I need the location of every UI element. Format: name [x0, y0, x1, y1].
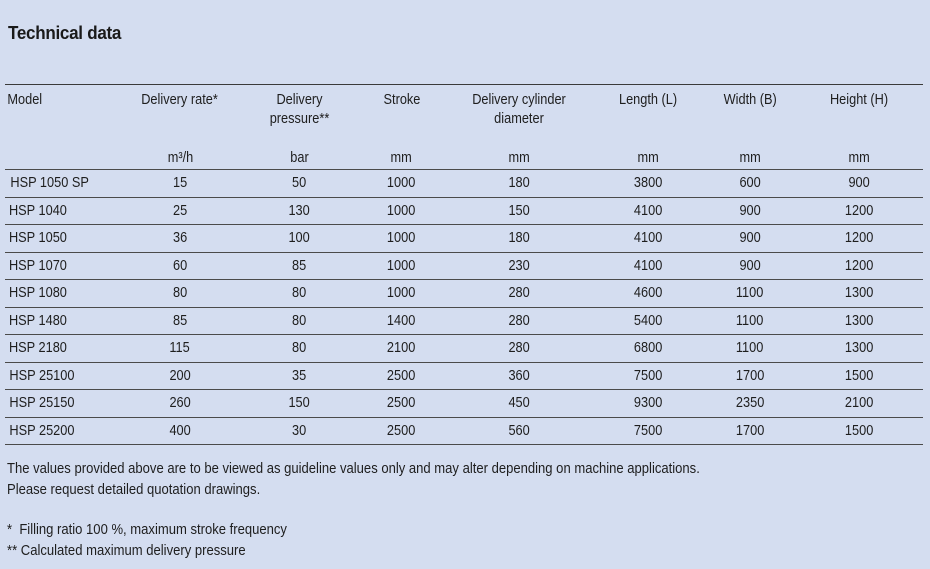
- cell-delivery-pressure: 50: [242, 170, 357, 198]
- cell-model: HSP 1480: [5, 307, 118, 335]
- guideline-notes: [7, 459, 907, 501]
- cell-width: 1100: [704, 307, 796, 335]
- cell-model: HSP 2180: [5, 335, 118, 363]
- table-row: [5, 335, 923, 363]
- cell-delivery-rate: 85: [118, 307, 242, 335]
- footnote-filling-ratio: * Filling ratio 100 %, maximum stroke frequency: [7, 522, 287, 538]
- cell-cylinder-diameter: 280: [446, 280, 592, 308]
- cell-height: 1500: [796, 417, 923, 445]
- units-row: [5, 140, 923, 170]
- cell-cylinder-diameter: 180: [446, 225, 592, 253]
- table-row: [5, 307, 923, 335]
- cell-model: HSP 25200: [5, 417, 118, 445]
- cell-cylinder-diameter: 280: [446, 307, 592, 335]
- cell-cylinder-diameter: 230: [446, 252, 592, 280]
- cell-stroke: 1000: [357, 280, 446, 308]
- cell-delivery-rate: 200: [118, 362, 242, 390]
- cell-stroke: 2500: [357, 362, 446, 390]
- cell-width: 900: [704, 252, 796, 280]
- cell-delivery-pressure: 85: [242, 252, 357, 280]
- cell-delivery-rate: 80: [118, 280, 242, 308]
- cell-stroke: 2100: [357, 335, 446, 363]
- cell-cylinder-diameter: 280: [446, 335, 592, 363]
- table-row: [5, 390, 923, 418]
- unit-stroke: mm: [390, 150, 413, 166]
- unit-delivery-pressure: bar: [290, 150, 309, 166]
- cell-delivery-rate: 15: [118, 170, 242, 198]
- cell-width: 900: [704, 225, 796, 253]
- column-header-stroke: Stroke: [357, 85, 446, 141]
- cell-cylinder-diameter: 150: [446, 197, 592, 225]
- column-header-width: Width (B): [704, 85, 796, 141]
- cell-stroke: 1000: [357, 197, 446, 225]
- cell-height: 1300: [796, 335, 923, 363]
- cell-length: 5400: [592, 307, 704, 335]
- cell-cylinder-diameter: 180: [446, 170, 592, 198]
- cell-height: 1300: [796, 307, 923, 335]
- cell-length: 4100: [592, 252, 704, 280]
- cell-stroke: 1000: [357, 225, 446, 253]
- header-row: [5, 85, 923, 141]
- cell-cylinder-diameter: 450: [446, 390, 592, 418]
- cell-delivery-pressure: 100: [242, 225, 357, 253]
- cell-model: HSP 25150: [5, 390, 118, 418]
- cell-length: 4100: [592, 225, 704, 253]
- cell-stroke: 1000: [357, 170, 446, 198]
- cell-delivery-rate: 25: [118, 197, 242, 225]
- page-title: Technical data: [8, 22, 122, 43]
- cell-length: 9300: [592, 390, 704, 418]
- table-row: [5, 280, 923, 308]
- unit-cylinder-diameter: mm: [508, 150, 530, 166]
- cell-delivery-pressure: 80: [242, 335, 357, 363]
- cell-delivery-pressure: 130: [242, 197, 357, 225]
- cell-delivery-pressure: 80: [242, 307, 357, 335]
- column-header-delivery-rate: Delivery rate*: [118, 85, 242, 141]
- cell-delivery-pressure: 35: [242, 362, 357, 390]
- cell-width: 2350: [704, 390, 796, 418]
- cell-model: HSP 1040: [5, 197, 118, 225]
- cell-delivery-rate: 260: [118, 390, 242, 418]
- cell-length: 4100: [592, 197, 704, 225]
- cell-stroke: 2500: [357, 390, 446, 418]
- cell-delivery-rate: 115: [118, 335, 242, 363]
- cell-delivery-rate: 400: [118, 417, 242, 445]
- cell-length: 7500: [592, 362, 704, 390]
- cell-length: 3800: [592, 170, 704, 198]
- cell-height: 1200: [796, 252, 923, 280]
- cell-length: 4600: [592, 280, 704, 308]
- cell-model: HSP 1080: [5, 280, 118, 308]
- unit-delivery-rate: m³/h: [167, 150, 193, 166]
- cell-height: 1500: [796, 362, 923, 390]
- footnote-delivery-pressure: ** Calculated maximum delivery pressure: [7, 543, 246, 559]
- table-row: [5, 362, 923, 390]
- cell-width: 600: [704, 170, 796, 198]
- unit-width: mm: [739, 150, 761, 166]
- cell-stroke: 1400: [357, 307, 446, 335]
- cell-model: HSP 1050 SP: [5, 170, 118, 198]
- cell-stroke: 1000: [357, 252, 446, 280]
- cell-height: 1300: [796, 280, 923, 308]
- cell-delivery-pressure: 150: [242, 390, 357, 418]
- unit-height: mm: [848, 150, 871, 166]
- column-header-height: Height (H): [796, 85, 923, 141]
- cell-delivery-pressure: 30: [242, 417, 357, 445]
- unit-length: mm: [637, 150, 659, 166]
- cell-width: 1700: [704, 362, 796, 390]
- cell-length: 6800: [592, 335, 704, 363]
- column-header-delivery-pressure: Delivery pressure**: [242, 85, 357, 141]
- table-row: [5, 197, 923, 225]
- table-row: [5, 225, 923, 253]
- cell-height: 2100: [796, 390, 923, 418]
- cell-model: HSP 25100: [5, 362, 118, 390]
- cell-width: 1100: [704, 335, 796, 363]
- footnotes: [7, 520, 907, 562]
- note-line: Please request detailed quotation drawings.: [7, 482, 261, 498]
- cell-model: HSP 1070: [5, 252, 118, 280]
- cell-cylinder-diameter: 560: [446, 417, 592, 445]
- column-header-cylinder-diameter: Delivery cylinder diameter: [446, 85, 592, 141]
- cell-delivery-rate: 60: [118, 252, 242, 280]
- cell-delivery-rate: 36: [118, 225, 242, 253]
- cell-model: HSP 1050: [5, 225, 118, 253]
- column-header-model: Model: [5, 85, 118, 141]
- unit-model: [5, 140, 118, 170]
- cell-delivery-pressure: 80: [242, 280, 357, 308]
- cell-height: 1200: [796, 197, 923, 225]
- note-line: The values provided above are to be viewed as guideline values only and may alter depending on machine applications.: [7, 461, 700, 477]
- cell-height: 1200: [796, 225, 923, 253]
- cell-cylinder-diameter: 360: [446, 362, 592, 390]
- cell-height: 900: [796, 170, 923, 198]
- cell-width: 1100: [704, 280, 796, 308]
- cell-width: 900: [704, 197, 796, 225]
- table-row: [5, 170, 923, 198]
- cell-width: 1700: [704, 417, 796, 445]
- technical-data-table: [5, 84, 923, 445]
- column-header-length: Length (L): [592, 85, 704, 141]
- cell-stroke: 2500: [357, 417, 446, 445]
- table-row: [5, 417, 923, 445]
- table-row: [5, 252, 923, 280]
- table-body: [5, 170, 923, 445]
- cell-length: 7500: [592, 417, 704, 445]
